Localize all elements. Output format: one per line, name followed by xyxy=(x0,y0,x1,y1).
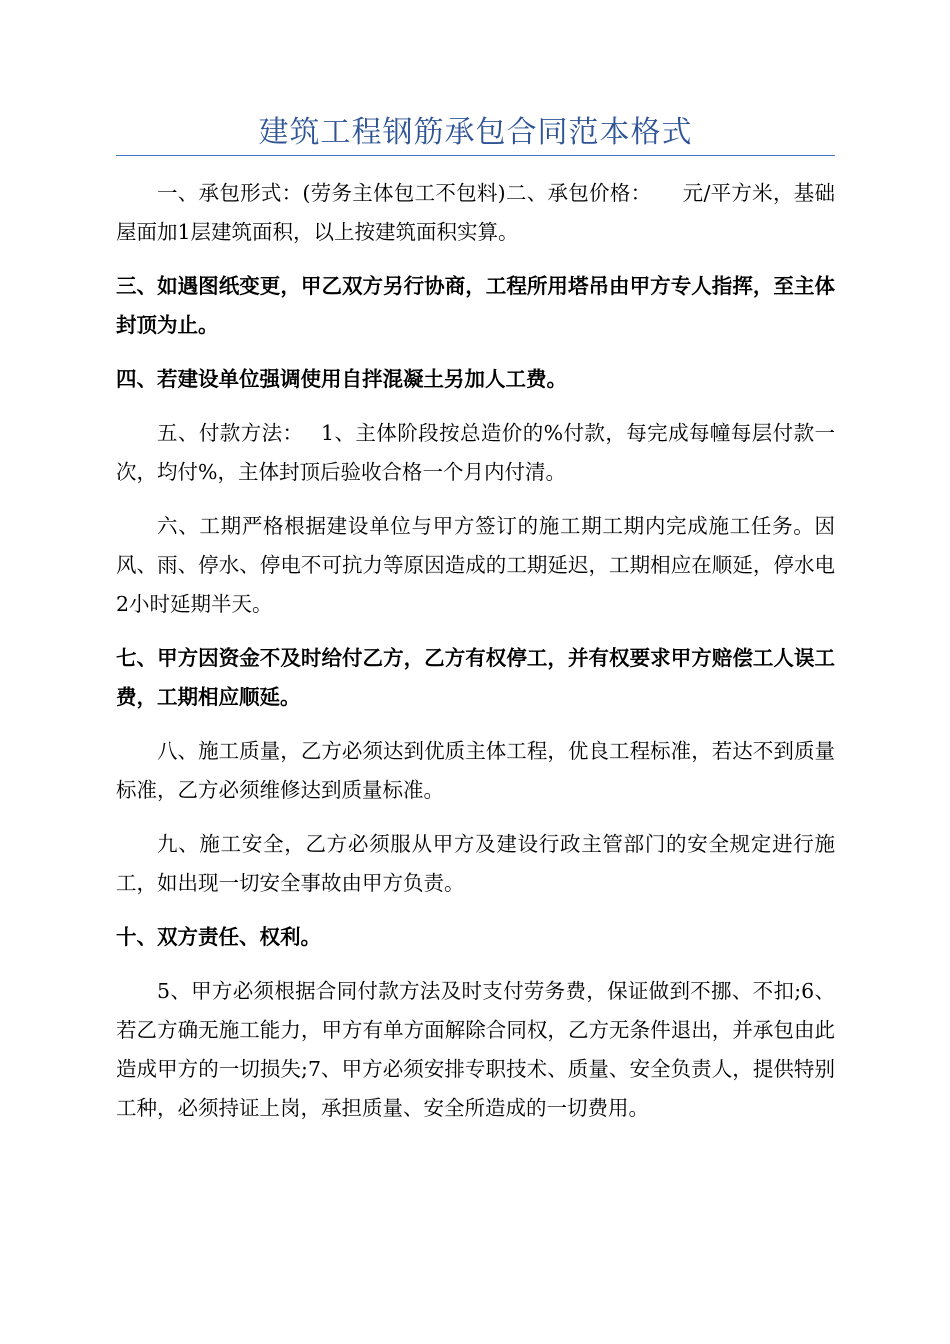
clause-4-concrete-labor: 四、若建设单位强调使用自拌混凝土另加人工费。 xyxy=(116,367,567,391)
clause-9-construction-safety: 九、施工安全，乙方必须服从甲方及建设行政主管部门的安全规定进行施工，如出现一切安全事故由甲方负责。 xyxy=(116,832,835,895)
document-body xyxy=(116,174,835,1128)
clause-5-payment-method: 五、付款方法： 1、主体阶段按总造价的%付款，每完成每幢每层付款一次，均付%，主体封顶后验收合格一个月内付清。 xyxy=(116,421,835,484)
clause-10-responsibilities-heading: 十、双方责任、权利。 xyxy=(116,925,321,949)
clause-1-2-contract-form-and-price: 一、承包形式：(劳务主体包工不包料)二、承包价格： 元/平方米，基础屋面加1层建筑面积，以上按建筑面积实算。 xyxy=(116,181,835,244)
clause-7-payment-delay: 七、甲方因资金不及时给付乙方，乙方有权停工，并有权要求甲方赔偿工人误工费，工期相应顺延。 xyxy=(116,646,835,709)
clause-responsibilities-detail: 5、甲方必须根据合同付款方法及时支付劳务费，保证做到不挪、不扣;6、若乙方确无施工能力，甲方有单方面解除合同权，乙方无条件退出，并承包由此造成甲方的一切损失;7、甲方必须安排专职技术、质量、安全负责人，提供特别工种，必须持证上岗，承担质量、安全所造成的一切费用。 xyxy=(116,979,835,1120)
clause-6-construction-period: 六、工期严格根据建设单位与甲方签订的施工期工期内完成施工任务。因风、雨、停水、停电不可抗力等原因造成的工期延迟，工期相应在顺延，停水电2小时延期半天。 xyxy=(116,514,835,616)
document-title: 建筑工程钢筋承包合同范本格式 xyxy=(258,115,693,150)
title-underline xyxy=(116,155,835,156)
clause-8-construction-quality: 八、施工质量，乙方必须达到优质主体工程，优良工程标准，若达不到质量标准，乙方必须维修达到质量标准。 xyxy=(116,739,835,802)
clause-3-drawing-changes: 三、如遇图纸变更，甲乙双方另行协商，工程所用塔吊由甲方专人指挥，至主体封顶为止。 xyxy=(116,274,835,337)
